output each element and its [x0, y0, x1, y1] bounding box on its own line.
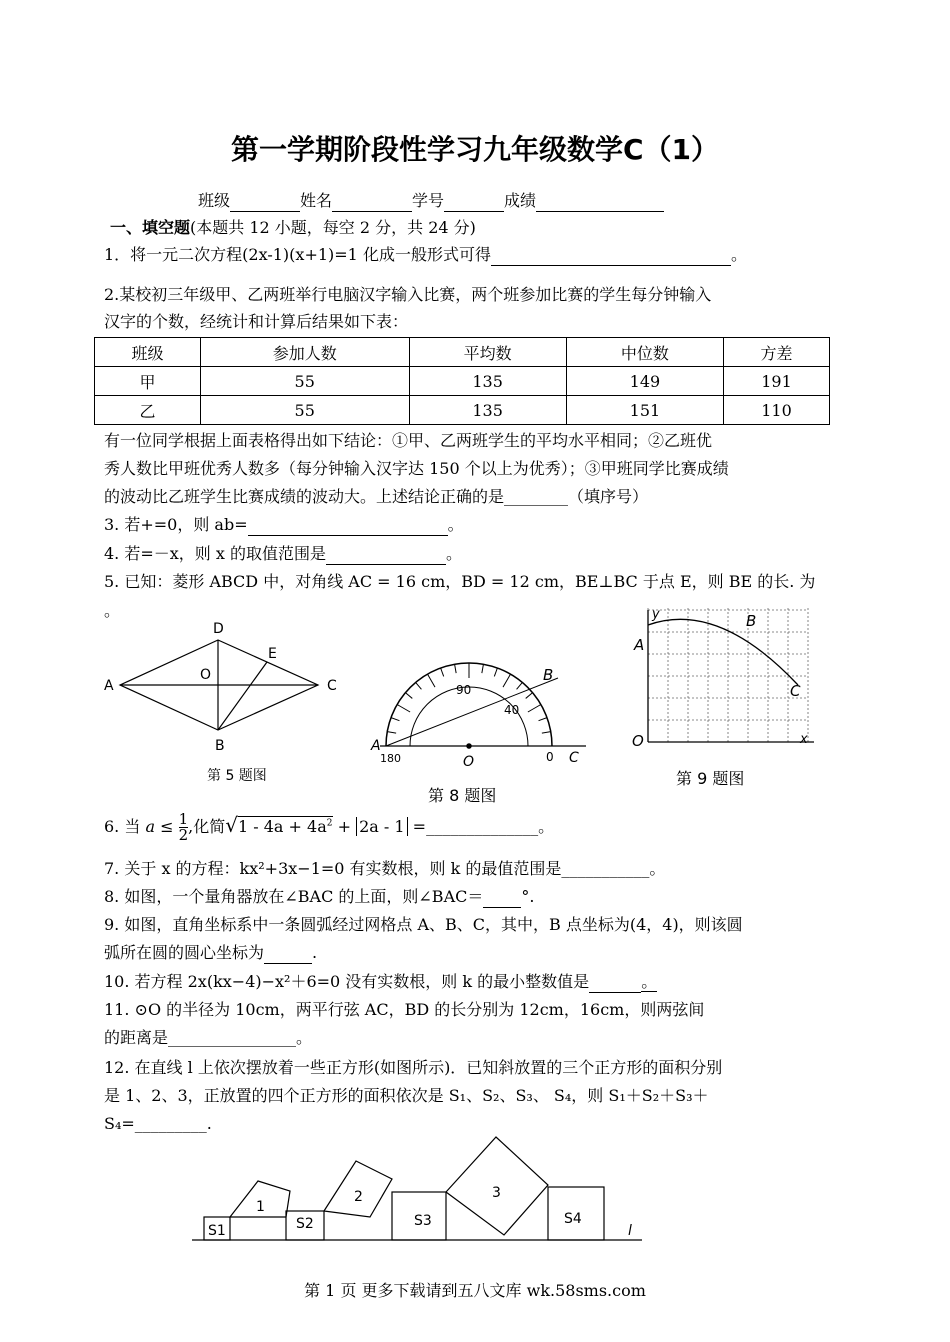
question-8: [104, 886, 534, 908]
table-cell: 乙: [95, 396, 201, 425]
protractor-tick: [539, 718, 547, 721]
q6-frac-den: 2: [178, 826, 189, 844]
id-label: 学号: [412, 191, 445, 210]
q6-var: a: [145, 817, 155, 836]
protractor-tick: [482, 664, 484, 673]
page-footer: 第 1 页 更多下载请到五八文库 wk.58sms.com: [304, 1281, 646, 1300]
protractor-tick: [503, 674, 511, 687]
info-row: [198, 190, 664, 212]
fig8-tick-0: 0: [546, 750, 554, 764]
protractor-tick: [391, 718, 399, 721]
question-4: [104, 543, 462, 565]
table-row: [95, 396, 830, 425]
table-cell: 149: [566, 367, 723, 396]
protractor-tick: [542, 732, 551, 734]
q10-blank[interactable]: [589, 974, 641, 993]
q6-radicand-text: 1 - 4a + 4a: [237, 817, 327, 836]
fig12-label-2: 2: [354, 1189, 363, 1205]
q6-eq: =: [412, 817, 427, 836]
question-3: [104, 514, 464, 536]
section1-heading: [110, 217, 476, 239]
q8-text: 8. 如图，一个量角器放在∠BAC 的上面，则∠BAC＝: [104, 887, 484, 906]
fig9-label-b: B: [746, 612, 757, 630]
q5-line-1: 5. 已知：菱形 ABCD 中，对角线 AC = 16 cm，BD = 12 cm，BE⊥BC 于点 E，则 BE 的长. 为: [104, 572, 816, 591]
q4-blank[interactable]: [326, 546, 446, 565]
protractor-tick: [441, 668, 444, 676]
table-header: 方差: [724, 338, 830, 367]
score-blank[interactable]: [536, 193, 664, 212]
q6-radicand: [238, 816, 333, 836]
table-cell: 55: [200, 396, 409, 425]
fig12-label-l: l: [628, 1223, 632, 1239]
protractor-tick: [455, 664, 457, 673]
fig12-label-s1: S1: [208, 1223, 226, 1239]
table-cell: 135: [409, 396, 566, 425]
q6-blank[interactable]: ______________: [426, 817, 539, 836]
protractor-tick: [526, 693, 533, 699]
q9-line-2: [104, 942, 317, 964]
id-blank[interactable]: [444, 193, 504, 212]
table-header: 中位数: [566, 338, 723, 367]
section1-note: (本题共 12 小题，每空 2 分，共 24 分): [190, 218, 476, 237]
q8-end: °.: [521, 887, 535, 906]
q11-line-1: 11. ⊙O 的半径为 10cm，两平行弦 AC，BD 的长分别为 12cm，16cm，则两弦间: [104, 1000, 705, 1019]
q12-line-2: 是 1、2、3，正放置的四个正方形的面积依次是 S₁、S₂、S₃、 S₄，则 S₁＋S₂＋S₃＋: [104, 1086, 709, 1105]
q1-text: 1．将一元二次方程(2x-1)(x+1)=1 化成一般形式可得: [104, 245, 491, 264]
fig5-label-c: C: [327, 678, 337, 694]
fig5-label-b: B: [215, 738, 225, 754]
q6-rel: ≤: [160, 817, 174, 836]
q10-text: 10. 若方程 2x(kx−4)−x²＋6=0 没有实数根，则 k 的最小整数值是: [104, 972, 590, 991]
q3-text: 3. 若+=0，则 ab=: [104, 515, 248, 534]
fig9-label-x: x: [800, 732, 808, 747]
q1-end: 。: [730, 245, 747, 264]
fig9-label-o: O: [632, 732, 644, 750]
fig9-label-y: y: [652, 607, 660, 622]
q10-end: 。: [641, 972, 658, 991]
q9-end: .: [312, 943, 318, 962]
table-cell: 191: [724, 367, 830, 396]
q6-prefix: 6. 当: [104, 817, 141, 836]
table-cell: 甲: [95, 367, 201, 396]
q6-mid: ,化简: [188, 817, 226, 836]
table-cell: 55: [200, 367, 409, 396]
fig8-label-a: A: [371, 738, 381, 754]
question-1: [104, 244, 747, 266]
fig12-label-1: 1: [256, 1199, 265, 1215]
fig12-label-s3: S3: [414, 1213, 432, 1229]
q9-line-2-text: 弧所在圆的圆心坐标为: [104, 943, 265, 962]
figure-12: [192, 1135, 652, 1245]
table-header-row: [95, 338, 830, 367]
question-6: 6. 当 a ≤ $\frac{1}{2}$ ,化简$√1 - 4a + 4a^2 + 2a - 1$ =______________。: [104, 810, 555, 844]
stats-table: [94, 337, 830, 425]
fig8-label-c: C: [569, 750, 579, 766]
q11-line-2: 的距离是________________。: [104, 1028, 313, 1047]
protractor-tick: [405, 693, 412, 699]
q12-line-3: S₄=_________.: [104, 1114, 212, 1133]
fig9-label-c: C: [790, 682, 801, 700]
q3-blank[interactable]: [248, 517, 448, 536]
class-label: 班级: [198, 191, 231, 210]
fig8-tick-90: 90: [456, 683, 472, 697]
figure-9: [618, 600, 828, 790]
q2-intro-1: 2.某校初三年级甲、乙两班举行电脑汉字输入比赛，两个班参加比赛的学生每分钟输入: [104, 285, 712, 304]
fig5-label-e: E: [268, 646, 277, 662]
q9-line-1: 9. 如图，直角坐标系中一条圆弧经过网格点 A、B、C，其中，B 点坐标为(4，4)，则该圆: [104, 915, 743, 934]
q2-conclusion-2: 秀人数比甲班优秀人数多（每分钟输入汉字达 150 个以上为优秀）；③甲班同学比赛成绩: [104, 459, 729, 478]
fig12-label-3: 3: [492, 1185, 501, 1201]
protractor-tick: [494, 668, 497, 676]
q2-intro-2: 汉字的个数，经统计和计算后结果如下表：: [104, 312, 409, 331]
fig8-tick-40: 40: [504, 703, 520, 717]
q8-blank[interactable]: [483, 889, 521, 908]
protractor-tick: [387, 732, 396, 734]
protractor-tick: [397, 705, 410, 713]
table-header: 平均数: [409, 338, 566, 367]
protractor-tick: [517, 682, 523, 689]
fig5-caption: 第 5 题图: [207, 768, 267, 784]
q9-blank[interactable]: [264, 945, 312, 964]
table-header: 参加人数: [200, 338, 409, 367]
fig12-label-s2: S2: [296, 1216, 314, 1232]
fig9-grid: [648, 608, 808, 742]
question-7: 7. 关于 x 的方程：kx²+3x−1=0 有实数根，则 k 的最值范围是___________。: [104, 859, 666, 878]
protractor-tick: [528, 705, 541, 713]
score-label: 成绩: [504, 191, 537, 210]
q6-end: 。: [538, 817, 555, 836]
q6-fraction: [179, 812, 189, 843]
figure-8: [366, 628, 616, 805]
fig12-label-s4: S4: [564, 1211, 582, 1227]
fig5-label-d: D: [213, 621, 224, 637]
protractor-tick: [416, 682, 422, 689]
name-label: 姓名: [300, 191, 333, 210]
fig5-label-a: A: [104, 678, 114, 694]
q2-conclusion-3: 的波动比乙班学生比赛成绩的波动大。上述结论正确的是________（填序号）: [104, 487, 649, 506]
q6-plus: +: [337, 817, 351, 836]
name-blank[interactable]: [332, 193, 412, 212]
q1-blank[interactable]: [491, 247, 731, 266]
fig8-caption: 第 8 题图: [428, 786, 497, 805]
protractor: [380, 663, 586, 748]
q2-conclusion-1: 有一位同学根据上面表格得出如下结论：①甲、乙两班学生的平均水平相同；②乙班优: [104, 431, 713, 450]
fig8-label-b: B: [543, 666, 554, 684]
q5-line-2: 。: [104, 601, 121, 620]
question-10: [104, 971, 657, 993]
fig8-label-o: O: [463, 754, 475, 770]
section1-title: 一、填空题: [110, 218, 191, 237]
table-cell: 135: [409, 367, 566, 396]
table-header: 班级: [95, 338, 201, 367]
q6-abs: 2a - 1: [356, 817, 407, 836]
q3-end: 。: [447, 515, 464, 534]
figure-5: [100, 618, 360, 788]
page-title: 第一学期阶段性学习九年级数学C（1）: [230, 133, 720, 166]
q12-line-1: 12. 在直线 l 上依次摆放着一些正方形(如图所示)．已知斜放置的三个正方形的面积分别: [104, 1058, 723, 1077]
table-cell: 110: [724, 396, 830, 425]
fig9-label-a: A: [634, 636, 645, 654]
table-cell: 151: [566, 396, 723, 425]
protractor-tick: [428, 674, 436, 687]
q6-frac-num: 1: [178, 810, 189, 828]
q4-text: 4. 若=－x，则 x 的取值范围是: [104, 544, 326, 563]
fig8-tick-180: 180: [380, 752, 401, 765]
q6-exp: 2: [326, 818, 333, 829]
q4-end: 。: [445, 544, 462, 563]
table-row: [95, 367, 830, 396]
class-blank[interactable]: [230, 193, 300, 212]
fig5-label-o: O: [200, 667, 212, 683]
fig9-caption: 第 9 题图: [676, 769, 745, 788]
